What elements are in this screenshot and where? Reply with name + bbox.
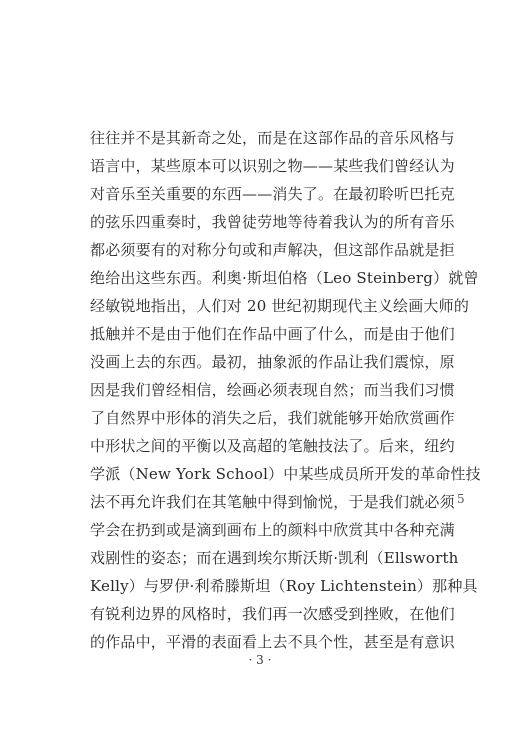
text-line: 法不再允许我们在其笔触中得到愉悦，于是我们就必须 — [90, 493, 455, 511]
text-line: 有锐利边界的风格时，我们再一次感受到挫败，在他们 — [90, 605, 455, 623]
text-line: 的作品中，平滑的表面看上去不具个性，甚至是有意识 — [90, 633, 455, 651]
text-line: 经敏锐地指出，人们对 20 世纪初期现代主义绘画大师的 — [90, 297, 470, 315]
text-line: 往往并不是其新奇之处，而是在这部作品的音乐风格与 — [90, 129, 455, 147]
text-line: 都必须要有的对称分句或和声解决，但这部作品就是拒 — [90, 241, 455, 259]
text-line: 的弦乐四重奏时，我曾徒劳地等待着我认为的所有音乐 — [90, 213, 455, 231]
text-line: 戏剧性的姿态；而在遇到埃尔斯沃斯·凯利（Ellsworth — [90, 549, 459, 567]
text-line: 没画上去的东西。最初，抽象派的作品让我们震惊，原 — [90, 353, 455, 371]
text-line: Kelly）与罗伊·利希滕斯坦（Roy Lichtenstein）那种具 — [90, 577, 478, 595]
text-line: 绝给出这些东西。利奥·斯坦伯格（Leo Steinberg）就曾 — [90, 269, 479, 287]
text-line: 学派（New York School）中某些成员所开发的革命性技 — [90, 465, 481, 483]
text-line: 了自然界中形体的消失之后，我们就能够开始欣赏画作 — [90, 409, 455, 427]
text-line: 学会在扔到或是滴到画布上的颜料中欣赏其中各种充满 — [90, 521, 455, 539]
page-number: · 3 · — [248, 653, 272, 667]
text-line: 语言中，某些原本可以识别之物——某些我们曾经认为 — [90, 157, 455, 175]
line-number-marker: 5 — [457, 492, 465, 506]
text-line: 因是我们曾经相信，绘画必须表现自然；而当我们习惯 — [90, 381, 455, 399]
body-text — [90, 124, 481, 656]
text-line: 中形状之间的平衡以及高超的笔触技法了。后来，纽约 — [90, 437, 455, 455]
text-line: 抵触并不是由于他们在作品中画了什么，而是由于他们 — [90, 325, 455, 343]
text-line: 对音乐至关重要的东西——消失了。在最初聆听巴托克 — [90, 185, 455, 203]
